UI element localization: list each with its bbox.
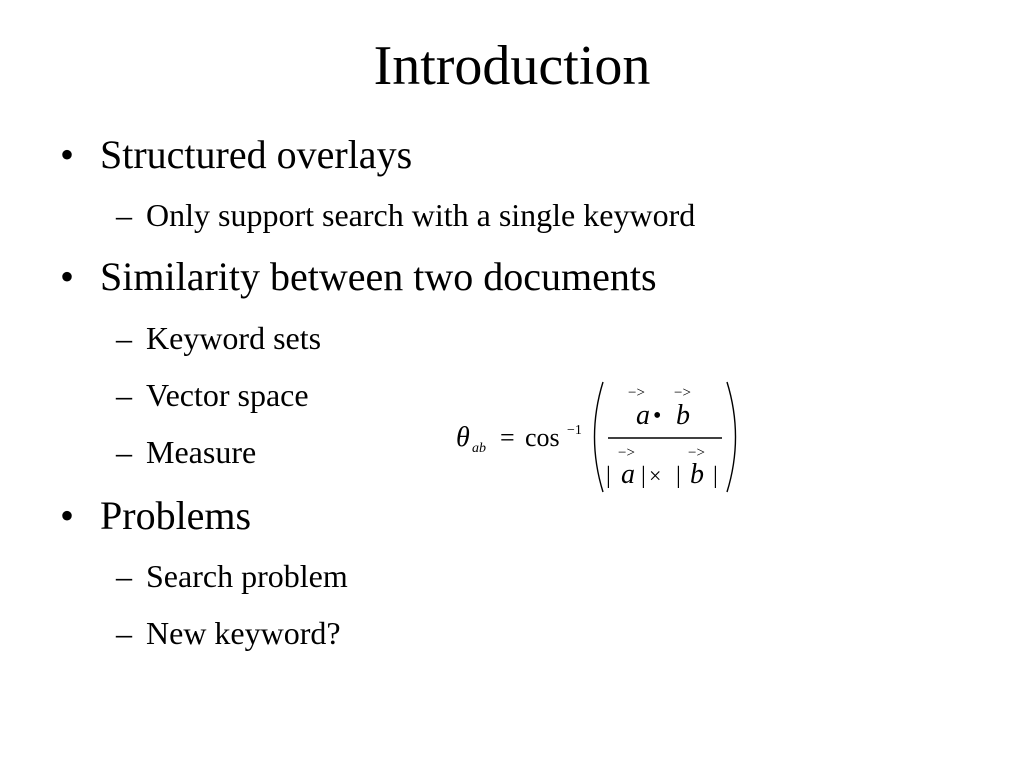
formula-graphic (450, 376, 750, 498)
bullet-item (60, 492, 251, 540)
bullet-marker: • (60, 493, 75, 538)
sub-bullet-marker: – (116, 320, 132, 356)
formula-num-a: a (636, 400, 650, 431)
sub-bullet-marker: – (116, 615, 132, 651)
formula-times: × (649, 463, 662, 488)
formula-superscript: −1 (567, 423, 582, 438)
sub-bullet-item (116, 432, 256, 472)
formula-bar: | (606, 463, 611, 489)
sub-bullet-text: Only support search with a single keyword (146, 197, 696, 233)
sub-bullet-item (116, 318, 321, 358)
formula-theta: θ (456, 422, 470, 453)
sub-bullet-text: Keyword sets (146, 320, 322, 356)
sub-bullet-text: Vector space (146, 377, 309, 413)
bullet-item (60, 131, 412, 179)
formula-cos: cos (525, 423, 560, 452)
formula-theta-subscript: ab (472, 441, 486, 456)
arrow-over-a: −> (628, 385, 645, 401)
sub-bullet-text: Measure (146, 434, 257, 470)
right-paren (727, 382, 736, 492)
sub-bullet-item (116, 556, 348, 596)
bullet-marker: • (60, 254, 75, 299)
sub-bullet-item (116, 375, 309, 415)
sub-bullet-marker: – (116, 558, 132, 594)
cosine-similarity-formula (450, 376, 750, 498)
bullet-text: Problems (100, 493, 252, 538)
arrow-over-denom-a: −> (618, 445, 635, 461)
sub-bullet-text: New keyword? (146, 615, 341, 651)
sub-bullet-item (116, 195, 695, 235)
slide-title: Introduction (373, 35, 651, 97)
formula-den-a: a (621, 459, 635, 490)
formula-equals: = (500, 423, 515, 452)
formula-bar: | (676, 463, 681, 489)
arrow-over-b: −> (674, 385, 691, 401)
formula-bar: | (641, 463, 646, 489)
bullet-marker: • (60, 132, 75, 177)
formula-bar: | (713, 463, 718, 489)
sub-bullet-marker: – (116, 434, 132, 470)
bullet-item (60, 253, 657, 301)
sub-bullet-text: Search problem (146, 558, 348, 594)
sub-bullet-marker: – (116, 197, 132, 233)
sub-bullet-marker: – (116, 377, 132, 413)
formula-dot: • (653, 403, 662, 429)
formula-num-b: b (676, 400, 690, 431)
bullet-text: Similarity between two documents (100, 254, 657, 299)
arrow-over-denom-b: −> (688, 445, 705, 461)
formula-den-b: b (690, 459, 704, 490)
left-paren (595, 382, 604, 492)
bullet-text: Structured overlays (100, 132, 413, 177)
sub-bullet-item (116, 613, 341, 653)
